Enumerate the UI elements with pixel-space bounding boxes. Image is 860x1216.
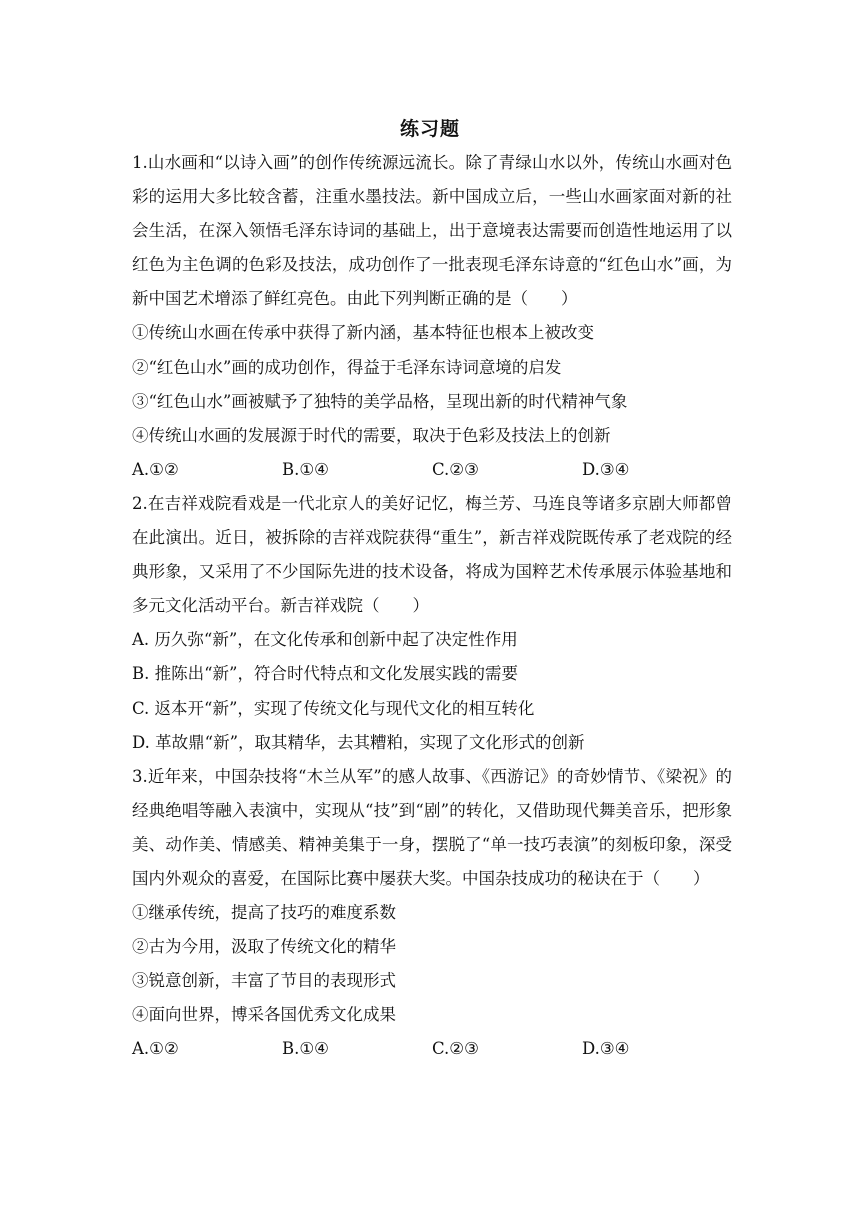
question-3-statement-3: ③锐意创新，丰富了节目的表现形式 [132,971,396,991]
page-title: 练习题 [399,118,460,140]
question-1-stem: 1.山水画和“以诗入画”的创作传统源远流长。除了青绿山水以外，传统山水画对色彩的运用大多比较含蓄，注重水墨技法。新中国成立后，一些山水画家面对新的社会生活，在深入领悟毛泽东诗词的基础上，出于意境表达需要而创造性地运用了以红色为主色调的色彩及技法，成功创作了一批表现毛泽东诗意的“红色山水”画，为新中国艺术增添了鲜红亮色。由此下列判断正确的是（ ） [132,153,732,309]
question-1-statement-3: ③“红色山水”画被赋予了独特的美学品格，呈现出新的时代精神气象 [132,391,628,411]
question-3-statement-1: ①继承传统，提高了技巧的难度系数 [132,903,396,923]
question-1-option-d: D.③④ [582,459,630,479]
question-1-option-c: C.②③ [432,459,479,479]
question-3-options [132,1032,732,1066]
question-1-statement-4: ④传统山水画的发展源于时代的需要，取决于色彩及技法上的创新 [132,425,611,445]
question-1-statement-1: ①传统山水画在传承中获得了新内涵，基本特征也根本上被改变 [132,323,594,343]
question-3-statement-2: ②古为今用，汲取了传统文化的精华 [132,937,396,957]
question-2-choice-c: C. 返本开“新”，实现了传统文化与现代文化的相互转化 [132,698,535,718]
question-2-stem: 2.在吉祥戏院看戏是一代北京人的美好记忆，梅兰芳、马连良等诸多京剧大师都曾在此演出。近日，被拆除的吉祥戏院获得“重生”，新吉祥戏院既传承了老戏院的经典形象，又采用了不少国际先进的技术设备，将成为国粹艺术传承展示体验基地和多元文化活动平台。新吉祥戏院（ ） [132,493,732,616]
question-1-option-b: B.①④ [282,459,329,479]
question-1-statement-2: ②“红色山水”画的成功创作，得益于毛泽东诗词意境的启发 [132,357,562,377]
question-1-options [132,453,732,487]
question-3-statement-4: ④面向世界，博采各国优秀文化成果 [132,1005,396,1025]
question-3-option-d: D.③④ [582,1039,630,1059]
question-2-choice-d: D. 革故鼎“新”，取其精华，去其糟粕，实现了文化形式的创新 [132,732,585,752]
question-3-stem: 3.近年来，中国杂技将“木兰从军”的感人故事、《西游记》的奇妙情节、《梁祝》的经典绝唱等融入表演中，实现从“技”到“剧”的转化，又借助现代舞美音乐，把形象美、动作美、情感美、精神美集于一身，摆脱了“单一技巧表演”的刻板印象，深受国内外观众的喜爱，在国际比赛中屡获大奖。中国杂技成功的秘诀在于（ ） [132,766,732,888]
question-3-option-c: C.②③ [432,1039,479,1059]
question-1-option-a: A.①② [132,459,179,479]
question-2-choice-b: B. 推陈出“新”，符合时代特点和文化发展实践的需要 [132,664,518,684]
questions-body [132,146,732,1067]
question-3-option-b: B.①④ [282,1039,329,1059]
question-2-choice-a: A. 历久弥“新”，在文化传承和创新中起了决定性作用 [132,630,518,650]
question-3-option-a: A.①② [132,1039,179,1059]
